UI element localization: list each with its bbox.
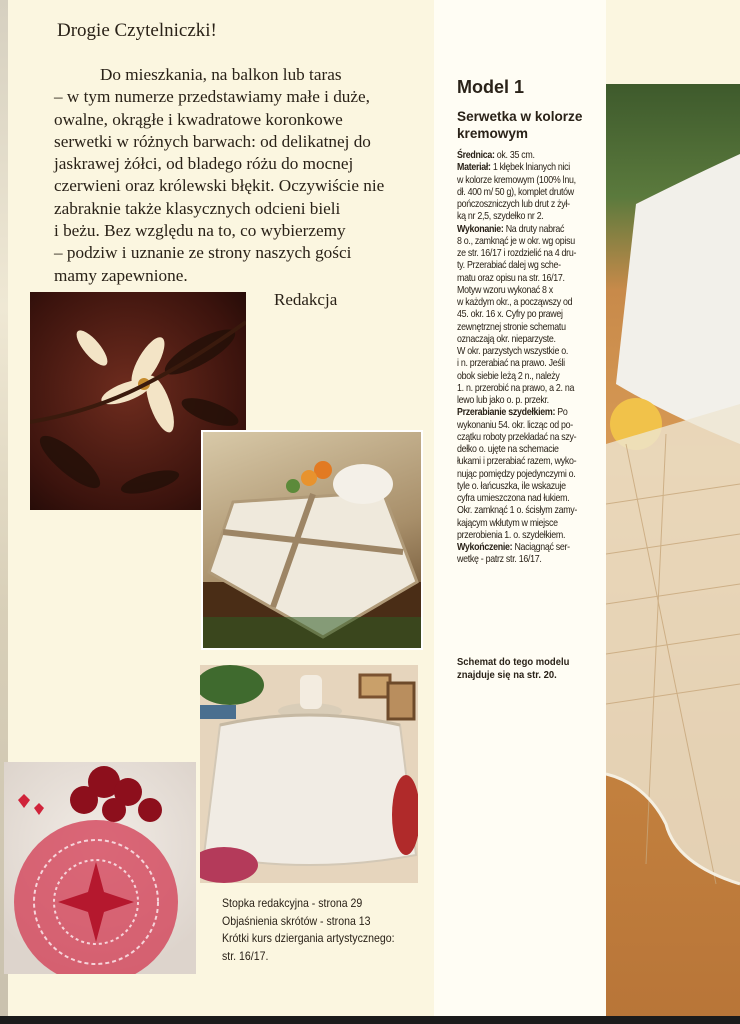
instruction-line (457, 334, 583, 346)
instruction-label: Materiał: (457, 162, 491, 174)
instruction-line (457, 395, 583, 407)
red-doily-photo (4, 762, 196, 974)
intro-line: Do mieszkania, na balkon lub taras (100, 65, 342, 84)
model-title: Model 1 (457, 77, 525, 97)
footer-line: str. 16/17. (222, 948, 269, 963)
intro-line: czerwieni oraz królewski błękit. Oczywiście nie (54, 176, 385, 196)
instruction-text: przerobienia 1. o. szydełkiem. (457, 529, 566, 541)
instructions-text (457, 150, 603, 567)
instruction-text: nując pomiędzy pojedynczymi o. (457, 468, 576, 480)
instruction-text: łukami i przerabiać razem, wyko- (457, 456, 577, 468)
subtitle-line: Serwetka w kolorze (457, 109, 583, 124)
instruction-label: Wykończenie: (457, 542, 513, 553)
instruction-text: w kolorze kremowym (100% lnu, (457, 174, 576, 186)
intro-line: mamy zapewnione. (54, 265, 188, 285)
round-tablecloth-photo (200, 665, 418, 883)
subtitle-line: kremowym (457, 126, 529, 141)
intro-line: serwetki w różnych barwach: od delikatnej do (54, 131, 371, 151)
instruction-line (457, 297, 583, 309)
intro-line: zabraknie także klasycznych odcieni bieli (54, 198, 341, 218)
instruction-line (457, 407, 583, 419)
tablecloth-illustration (203, 432, 421, 648)
scheme-line: Schemat do tego modelu (457, 656, 570, 668)
instruction-line (457, 211, 583, 223)
red-doily-illustration (4, 762, 196, 974)
instruction-line (457, 187, 583, 199)
instruction-text: zewnętrznej stronie schematu (457, 321, 566, 333)
instruction-text: dełko o. ujęte na schemacie (457, 444, 559, 455)
instruction-line (457, 260, 583, 272)
instruction-text: kającym wkłutym w miejsce (457, 517, 558, 529)
instruction-line (457, 371, 583, 383)
instruction-line (457, 236, 583, 248)
instruction-text: 45. okr. 16 x. Cyfry po prawej (457, 309, 563, 321)
instruction-line (457, 285, 583, 297)
footer-line: Krótki kurs dziergania artystycznego: (222, 931, 395, 945)
signature: Redakcja (274, 290, 338, 309)
intro-line: – w tym numerze przedstawiamy małe i duże, (54, 87, 370, 107)
instruction-line (457, 273, 583, 285)
instruction-line (457, 432, 583, 444)
instruction-line (457, 530, 583, 542)
instruction-line (457, 309, 583, 321)
instruction-text: Okr. zamknąć 1 o. ścisłym zamy- (457, 505, 578, 517)
instruction-text: ok. 35 cm. (494, 150, 535, 161)
instruction-line (457, 150, 583, 162)
scan-bottom-edge (0, 1016, 740, 1024)
instruction-text: 8 o., zamknąć je w okr. wg opisu (457, 235, 575, 247)
instruction-text: ty. Przerabiać dalej wg sche- (457, 260, 561, 272)
instruction-text: oznaczają okr. nieparzyste. (457, 333, 556, 345)
intro-line: – podziw i uznanie ze strony naszych gości (54, 243, 352, 263)
scheme-line: znajduje się na str. 20. (457, 669, 557, 681)
scheme-note (457, 656, 603, 682)
instruction-line (457, 518, 583, 530)
instruction-text: czątku roboty przekładać na szy- (457, 431, 577, 443)
instruction-text: ką nr 2,5, szydełko nr 2. (457, 211, 544, 223)
instruction-line (457, 162, 583, 174)
footer-line: Objaśnienia skrótów - strona 13 (222, 913, 371, 928)
instruction-text: wykonaniu 54. okr. licząc od po- (457, 419, 573, 431)
instruction-text: matu oraz opisu na str. 16/17. (457, 272, 565, 284)
instruction-line (457, 456, 583, 468)
instruction-line (457, 554, 583, 566)
instruction-line (457, 505, 583, 517)
intro-line: jaskrawej żółci, od bladego różu do mocnej (54, 154, 354, 174)
instruction-line (457, 224, 583, 236)
instruction-text: w każdym okr., a począwszy od (457, 297, 573, 308)
greeting-heading: Drogie Czytelniczki! (57, 20, 217, 41)
instruction-text: tyle o. łańcuszka, ile wskazuje (457, 480, 566, 492)
instruction-text: Naciągnąć ser- (512, 542, 570, 553)
instruction-line (457, 420, 583, 432)
instruction-line (457, 346, 583, 358)
instruction-line (457, 493, 583, 505)
instruction-line (457, 322, 583, 334)
instruction-line (457, 358, 583, 370)
instruction-text: Po (555, 407, 568, 419)
model-subtitle (457, 108, 602, 142)
instruction-label: Średnica: (457, 150, 495, 161)
instruction-line (457, 481, 583, 493)
footer-references (222, 895, 432, 965)
lace-closeup-photo (606, 84, 740, 1024)
instruction-text: Na druty nabrać (503, 223, 565, 235)
instruction-text: W okr. parzystych wszystkie o. (457, 346, 569, 357)
instruction-text: wetkę - patrz str. 16/17. (457, 554, 542, 566)
instruction-label: Wykonanie: (457, 223, 504, 235)
instruction-text: dł. 400 m/ 50 g), komplet drutów (457, 186, 574, 198)
instruction-text: 1. n. przerobić na prawo, a 2. na (457, 382, 575, 394)
round-tablecloth-illustration (200, 665, 418, 883)
lace-closeup-illustration (606, 84, 740, 1024)
instruction-text: pończoszniczych lub drut z żył- (457, 199, 570, 210)
instruction-text: lewo lub jako o. p. przekr. (457, 395, 549, 406)
instruction-text: Motyw wzoru wykonać 8 x (457, 284, 553, 296)
instruction-line (457, 248, 583, 260)
tablecloth-photo (201, 430, 423, 650)
instruction-line (457, 175, 583, 187)
instruction-text: i n. przerabiać na prawo. Jeśli (457, 358, 565, 370)
instruction-text: cyfra umieszczona nad łukiem. (457, 493, 570, 504)
instruction-line (457, 383, 583, 395)
instruction-text: 1 kłębek lnianych nici (490, 162, 570, 174)
instruction-text: obok siebie leżą 2 n., należy (457, 370, 560, 382)
instruction-line (457, 542, 583, 554)
instruction-label: Przerabianie szydełkiem: (457, 407, 556, 419)
instruction-line (457, 199, 583, 211)
footer-line: Stopka redakcyjna - strona 29 (222, 896, 363, 910)
intro-line: owalne, okrągłe i kwadratowe koronkowe (54, 109, 343, 129)
instruction-line (457, 469, 583, 481)
instruction-line (457, 444, 583, 456)
instruction-text: ze str. 16/17 i rozdzielić na 4 dru- (457, 248, 577, 259)
intro-paragraph (54, 64, 426, 287)
intro-line: i beżu. Bez względu na to, co wybierzemy (54, 221, 346, 241)
